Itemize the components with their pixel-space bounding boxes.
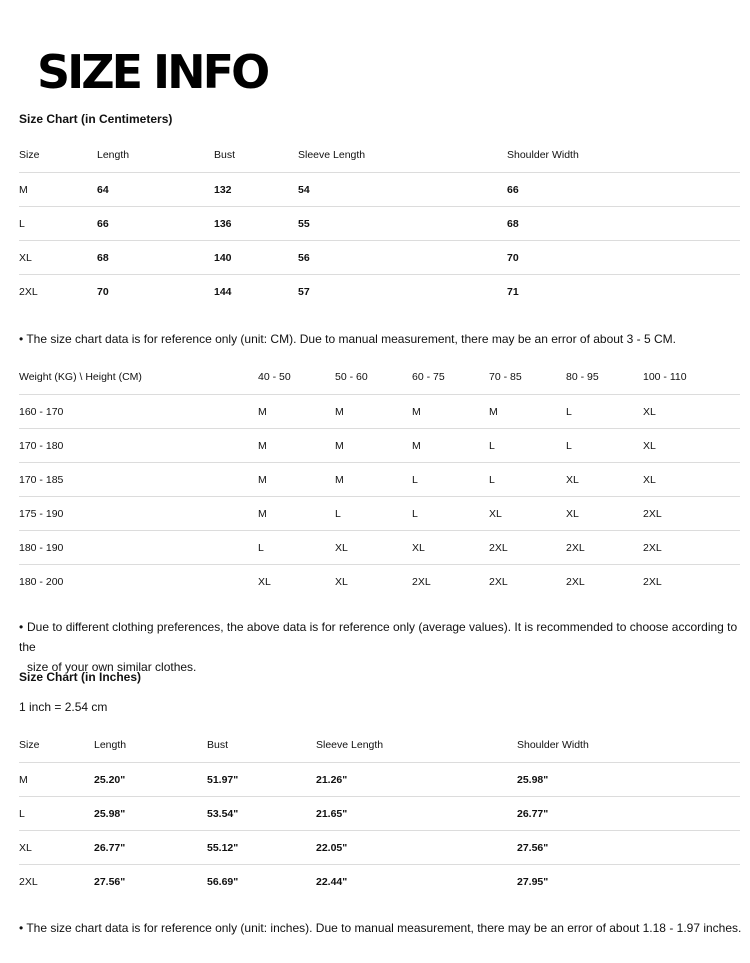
table-cell: 2XL — [489, 531, 566, 565]
table-cell: XL — [258, 565, 335, 599]
table-cell: XL — [335, 531, 412, 565]
fit-recommendation-table — [19, 360, 740, 598]
table-cell: 25.20" — [94, 763, 207, 797]
inch-conversion: 1 inch = 2.54 cm — [19, 700, 108, 714]
size-cell: XL — [19, 831, 94, 865]
table-cell: 2XL — [643, 565, 740, 599]
table-cell: XL — [566, 497, 643, 531]
table-cell: 22.05" — [316, 831, 517, 865]
table-row — [19, 395, 740, 429]
table-cell: 26.77" — [94, 831, 207, 865]
column-header: 50 - 60 — [335, 371, 368, 383]
table-cell: 55.12" — [207, 831, 316, 865]
table-cell: 68 — [97, 241, 214, 275]
table-cell: 2XL — [643, 497, 740, 531]
size-cell: M — [19, 173, 97, 207]
table-cell: 53.54" — [207, 797, 316, 831]
inch-note: • The size chart data is for reference only (unit: inches). Due to manual measurement, there may be an error of about 1.18 - 1.97 inches. — [19, 921, 742, 935]
table-cell: 25.98" — [94, 797, 207, 831]
table-row — [19, 865, 740, 899]
cm-chart-label: Size Chart (in Centimeters) — [19, 112, 173, 126]
table-cell: XL — [643, 463, 740, 497]
table-cell: XL — [335, 565, 412, 599]
table-cell: L — [412, 463, 489, 497]
column-header: Length — [97, 149, 130, 161]
table-cell: 70 — [507, 241, 740, 275]
table-cell: XL — [566, 463, 643, 497]
table-cell: 21.65" — [316, 797, 517, 831]
size-cell: 2XL — [19, 865, 94, 899]
table-cell: 64 — [97, 173, 214, 207]
column-header: Sleeve Length — [298, 149, 366, 161]
table-row — [19, 497, 740, 531]
column-header: Size — [19, 149, 40, 161]
table-cell: M — [489, 395, 566, 429]
table-cell: L — [335, 497, 412, 531]
column-header: 70 - 85 — [489, 371, 522, 383]
table-cell: 2XL — [566, 565, 643, 599]
table-cell: 57 — [298, 275, 507, 309]
column-header: Size — [19, 739, 40, 751]
table-header-row — [19, 728, 740, 763]
column-header: 100 - 110 — [643, 371, 687, 383]
column-header: Sleeve Length — [316, 739, 384, 751]
cm-size-table — [19, 138, 740, 308]
table-row — [19, 797, 740, 831]
table-cell: 56 — [298, 241, 507, 275]
table-cell: M — [258, 395, 335, 429]
table-row — [19, 275, 740, 309]
table-cell: 136 — [214, 207, 298, 241]
table-cell: M — [412, 395, 489, 429]
table-cell: 68 — [507, 207, 740, 241]
table-cell: 140 — [214, 241, 298, 275]
size-cell: XL — [19, 241, 97, 275]
table-cell: 66 — [97, 207, 214, 241]
table-cell: 54 — [298, 173, 507, 207]
column-header: Length — [94, 739, 127, 751]
table-cell: 51.97" — [207, 763, 316, 797]
column-header: Weight (KG) \ Height (CM) — [19, 371, 142, 383]
table-row — [19, 763, 740, 797]
table-cell: 175 - 190 — [19, 497, 258, 531]
column-header: Bust — [207, 739, 229, 751]
column-header: Shoulder Width — [517, 739, 589, 751]
table-cell: 170 - 180 — [19, 429, 258, 463]
column-header: Shoulder Width — [507, 149, 579, 161]
note-line: size of your own similar clothes. — [27, 660, 197, 674]
table-cell: 2XL — [412, 565, 489, 599]
table-cell: 180 - 190 — [19, 531, 258, 565]
table-cell: 70 — [97, 275, 214, 309]
table-cell: L — [258, 531, 335, 565]
table-cell: 25.98" — [517, 763, 740, 797]
cm-note: • The size chart data is for reference only (unit: CM). Due to manual measurement, there may be an error of about 3 - 5 CM. — [19, 332, 676, 346]
column-header: 60 - 75 — [412, 371, 445, 383]
table-cell: L — [412, 497, 489, 531]
table-cell: 2XL — [489, 565, 566, 599]
table-cell: 71 — [507, 275, 740, 309]
table-cell: 22.44" — [316, 865, 517, 899]
table-row — [19, 429, 740, 463]
table-row — [19, 565, 740, 599]
table-cell: 21.26" — [316, 763, 517, 797]
table-cell: M — [335, 429, 412, 463]
inch-chart-label: Size Chart (in Inches) — [19, 670, 142, 684]
table-row — [19, 241, 740, 275]
page-title: SIZE INFO — [37, 45, 268, 99]
table-cell: 160 - 170 — [19, 395, 258, 429]
table-cell: 55 — [298, 207, 507, 241]
size-cell: L — [19, 797, 94, 831]
table-cell: L — [489, 429, 566, 463]
table-cell: 27.56" — [94, 865, 207, 899]
note-line: Due to different clothing preferences, the above data is for reference only (average values). It is recommended to choose according to the — [19, 620, 738, 654]
table-cell: 144 — [214, 275, 298, 309]
table-cell: M — [412, 429, 489, 463]
table-cell: XL — [489, 497, 566, 531]
note-bullet: • — [19, 620, 24, 634]
table-cell: 180 - 200 — [19, 565, 258, 599]
table-cell: 27.95" — [517, 865, 740, 899]
table-cell: 132 — [214, 173, 298, 207]
table-cell: XL — [643, 395, 740, 429]
table-row — [19, 173, 740, 207]
table-cell: L — [566, 395, 643, 429]
table-cell: M — [335, 463, 412, 497]
table-row — [19, 207, 740, 241]
table-cell: 66 — [507, 173, 740, 207]
table-cell: L — [489, 463, 566, 497]
table-cell: 2XL — [566, 531, 643, 565]
table-row — [19, 831, 740, 865]
table-cell: XL — [412, 531, 489, 565]
table-cell: 2XL — [643, 531, 740, 565]
table-header-row — [19, 360, 740, 395]
fit-note — [19, 617, 744, 677]
table-cell: M — [335, 395, 412, 429]
table-cell: M — [258, 463, 335, 497]
table-row — [19, 531, 740, 565]
table-cell: 56.69" — [207, 865, 316, 899]
table-cell: L — [566, 429, 643, 463]
table-cell: M — [258, 429, 335, 463]
table-header-row — [19, 138, 740, 173]
inch-size-table — [19, 728, 740, 898]
table-row — [19, 463, 740, 497]
table-cell: 170 - 185 — [19, 463, 258, 497]
size-cell: 2XL — [19, 275, 97, 309]
size-cell: L — [19, 207, 97, 241]
table-cell: 26.77" — [517, 797, 740, 831]
table-cell: XL — [643, 429, 740, 463]
column-header: 80 - 95 — [566, 371, 599, 383]
column-header: Bust — [214, 149, 236, 161]
column-header: 40 - 50 — [258, 371, 291, 383]
table-cell: 27.56" — [517, 831, 740, 865]
size-cell: M — [19, 763, 94, 797]
table-cell: M — [258, 497, 335, 531]
